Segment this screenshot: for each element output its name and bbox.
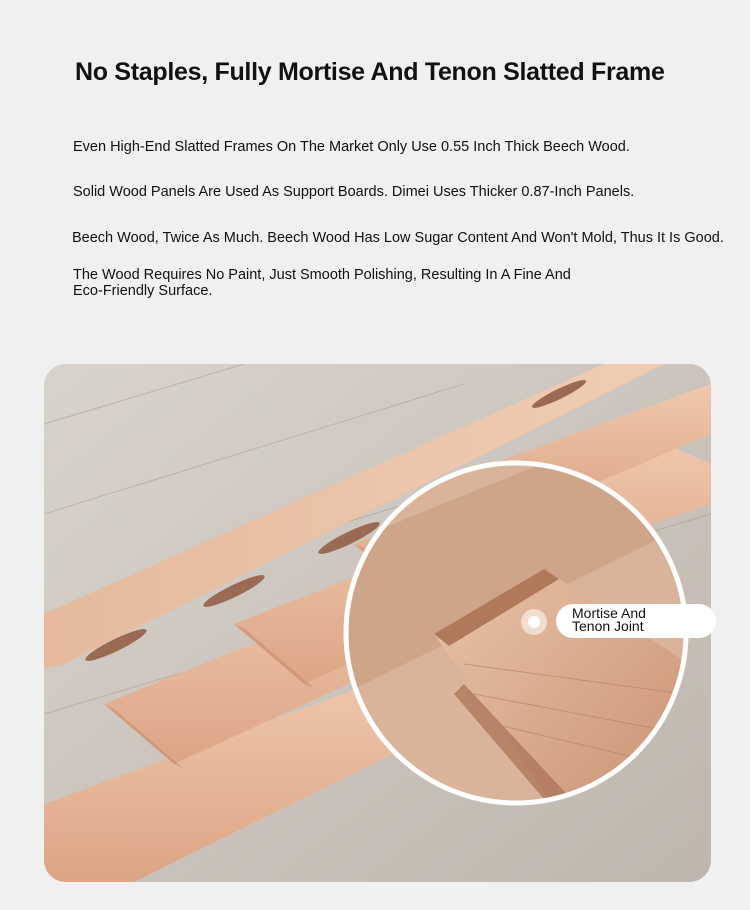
feature-text-thickness: Even High-End Slatted Frames On The Market Only Use 0.55 Inch Thick Beech Wood. bbox=[73, 139, 630, 155]
feature-text-panels: Solid Wood Panels Are Used As Support Boards. Dimei Uses Thicker 0.87-Inch Panels. bbox=[73, 184, 635, 200]
callout-label bbox=[556, 604, 716, 638]
feature-text-finish bbox=[73, 267, 571, 299]
callout-line2: Tenon Joint bbox=[572, 618, 644, 634]
callout-line1: Mortise And bbox=[572, 605, 646, 621]
feature-text-finish-line1: The Wood Requires No Paint, Just Smooth Polishing, Resulting In A Fine And bbox=[73, 267, 571, 283]
page-title: No Staples, Fully Mortise And Tenon Slatted Frame bbox=[75, 58, 665, 86]
feature-text-finish-line2: Eco-Friendly Surface. bbox=[73, 283, 213, 299]
callout-marker bbox=[521, 609, 547, 635]
feature-text-beech: Beech Wood, Twice As Much. Beech Wood Has Low Sugar Content And Won't Mold, Thus It Is Good. bbox=[72, 230, 724, 246]
